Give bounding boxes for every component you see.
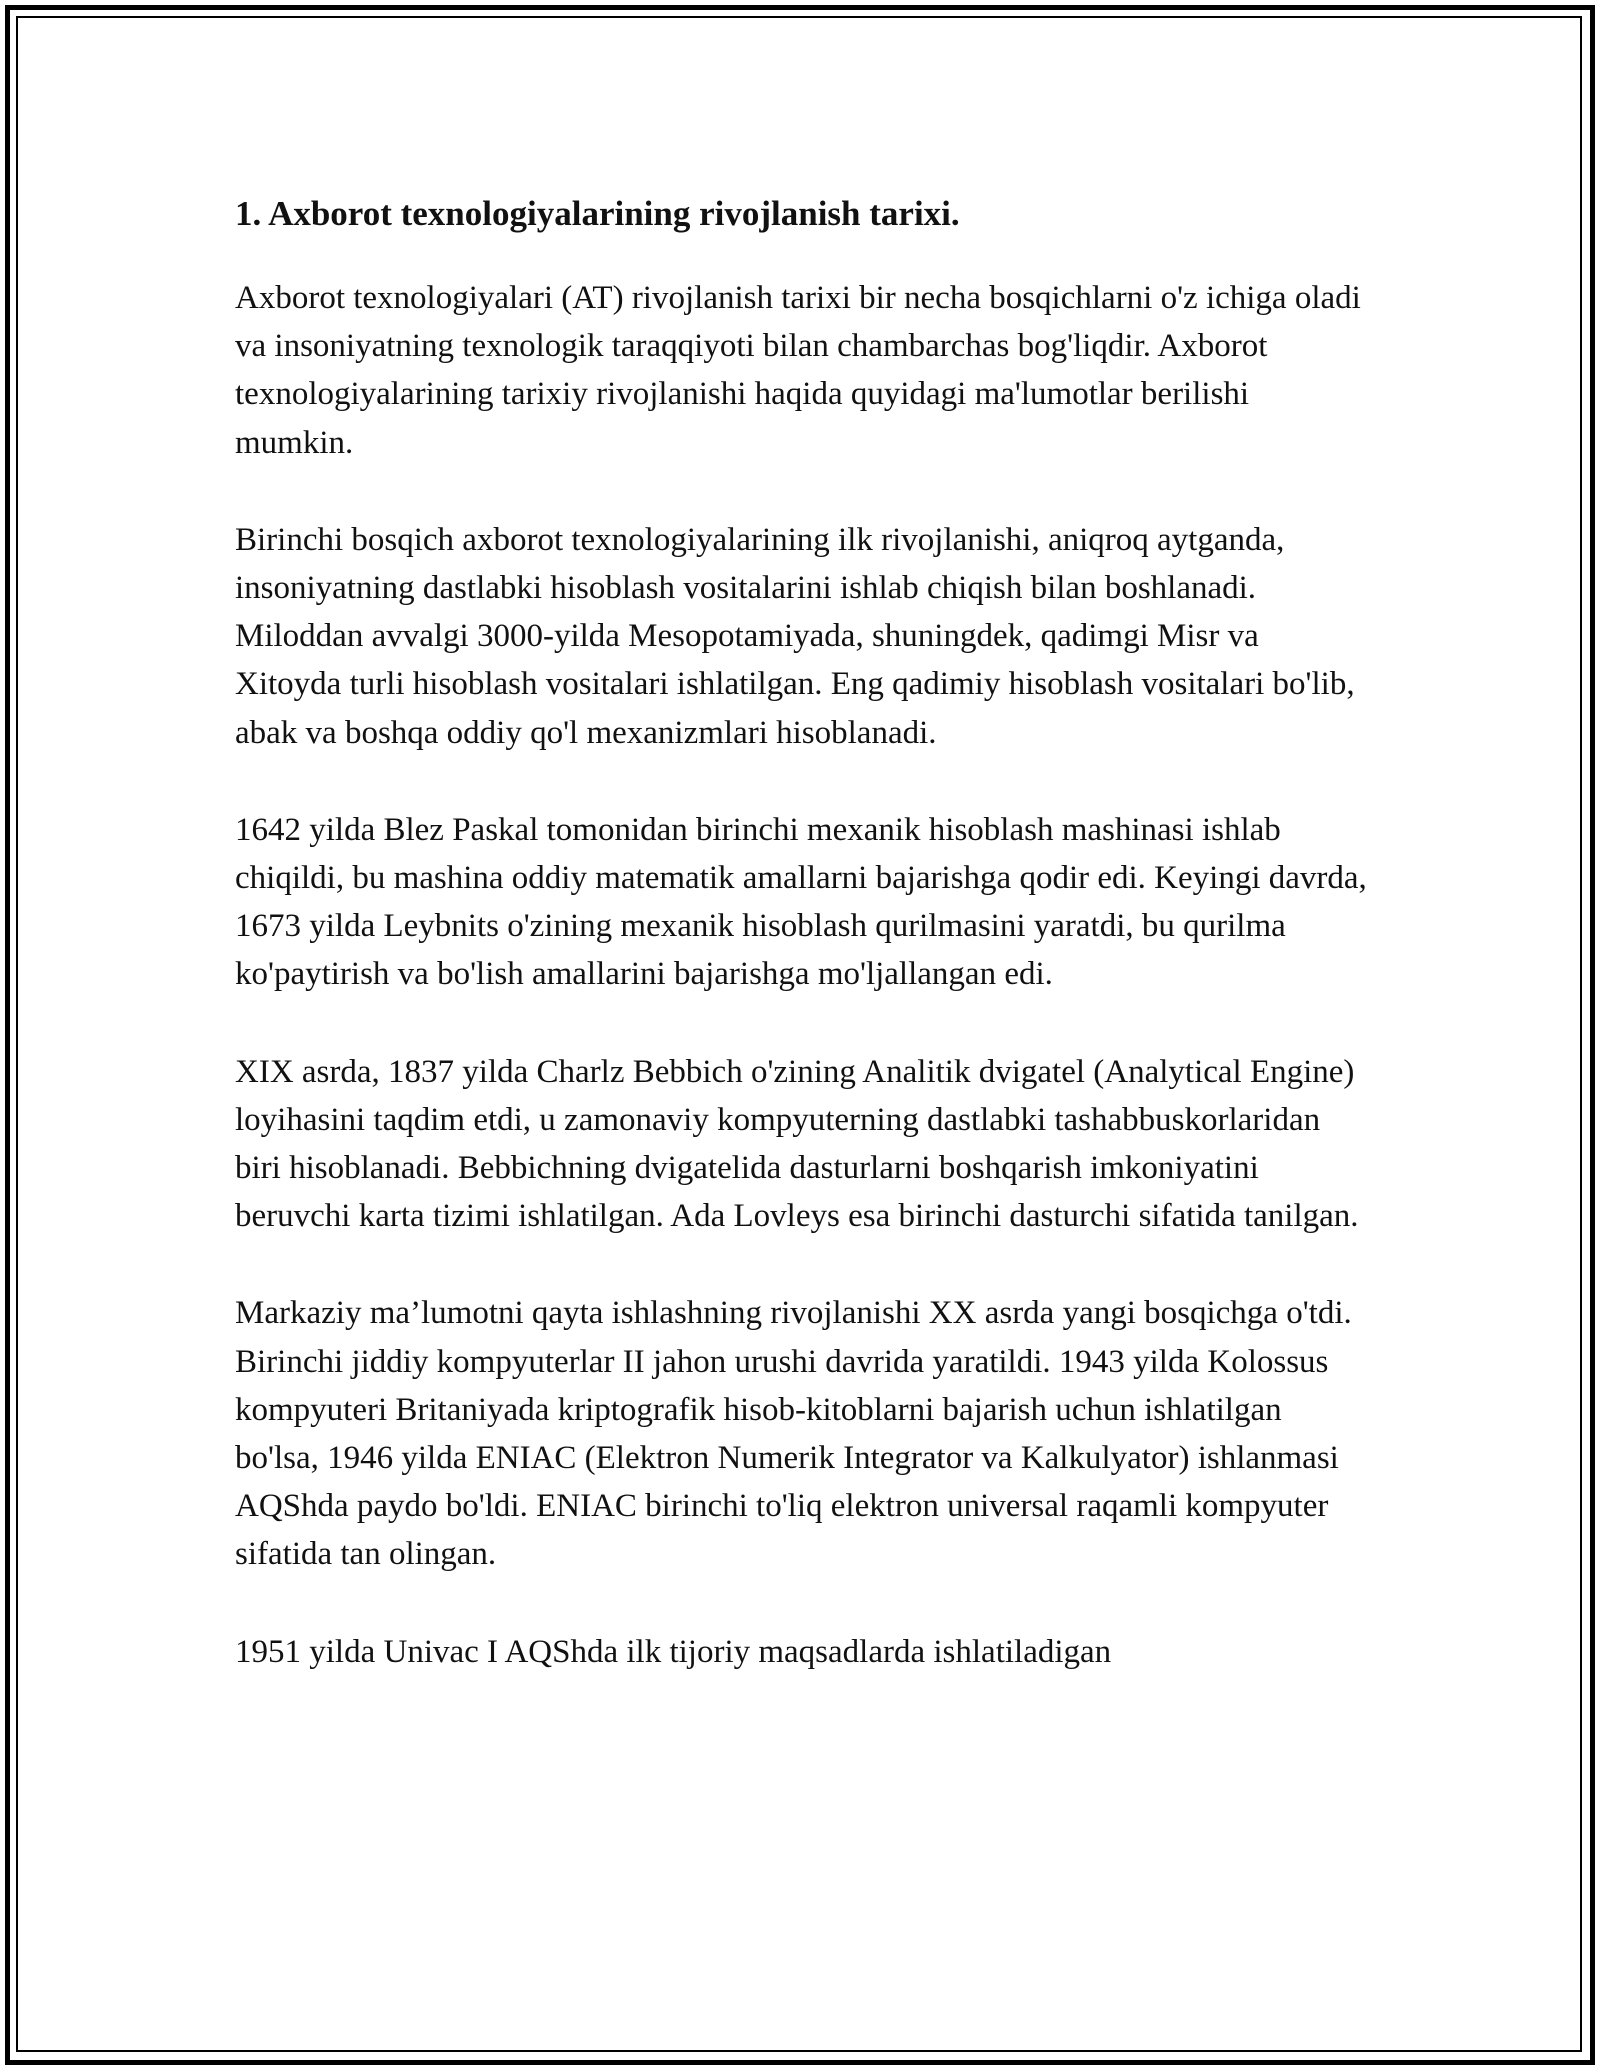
paragraph-babbage: XIX asrda, 1837 yilda Charlz Bebbich o'zining Analitik dvigatel (Analytical Engine) loyihasini taqdim etdi, u zamonaviy kompyuterning dastlabki tashabbuskorlaridan biri hisoblanadi. Bebbichning dvigatelida dasturlarni boshqarish imkoniyatini beruvchi karta tizimi ishlatilgan. Ada Lovleys esa birinchi dasturchi sifatida tanilgan. [235, 1053, 1359, 1235]
paragraph-univac: 1951 yilda Univac I AQShda ilk tijoriy maqsadlarda ishlatiladigan [235, 1633, 1112, 1670]
paragraph-twentieth-century: Markaziy ma’lumotni qayta ishlashning rivojlanishi XX asrda yangi bosqichga o'tdi. Birinchi jiddiy kompyuterlar II jahon urushi davrida yaratildi. 1943 yilda Kolossus kompyuteri Britaniyada kriptografik hisob-kitoblarni bajarish uchun ishlatilgan bo'lsa, 1946 yilda ENIAC (Elektron Numerik Integrator va Kalkulyator) ishlanmasi AQShda paydo bo'ldi. ENIAC birinchi to'liq elektron universal raqamli kompyuter sifatida tan olingan. [235, 1295, 1352, 1573]
section-heading: 1. Axborot texnologiyalarining rivojlanish tarixi. [235, 194, 960, 233]
document-body [235, 188, 1370, 1725]
paragraph-intro: Axborot texnologiyalari (AT) rivojlanish tarixi bir necha bosqichlarni o'z ichiga oladi va insoniyatning texnologik taraqqiyoti bilan chambarchas bog'liqdir. Axborot texnologiyalarining tarixiy rivojlanishi haqida quyidagi ma'lumotlar berilishi mumkin. [235, 280, 1361, 461]
paragraph-pascal-leibniz: 1642 yilda Blez Paskal tomonidan birinchi mexanik hisoblash mashinasi ishlab chiqildi, bu mashina oddiy matematik amallarni bajarishga qodir edi. Keyingi davrda, 1673 yilda Leybnits o'zining mexanik hisoblash qurilmasini yaratdi, bu qurilma ko'paytirish va bo'lish amallarini bajarishga mo'ljallangan edi. [235, 811, 1367, 993]
paragraph-first-stage: Birinchi bosqich axborot texnologiyalarining ilk rivojlanishi, aniqroq aytganda, insoniyatning dastlabki hisoblash vositalarini ishlab chiqish bilan boshlanadi. Miloddan avvalgi 3000-yilda Mesopotamiyada, shuningdek, qadimgi Misr va Xitoyda turli hisoblash vositalari ishlatilgan. Eng qadimiy hisoblash vositalari bo'lib, abak va boshqa oddiy qo'l mexanizmlari hisoblanadi. [235, 521, 1355, 751]
